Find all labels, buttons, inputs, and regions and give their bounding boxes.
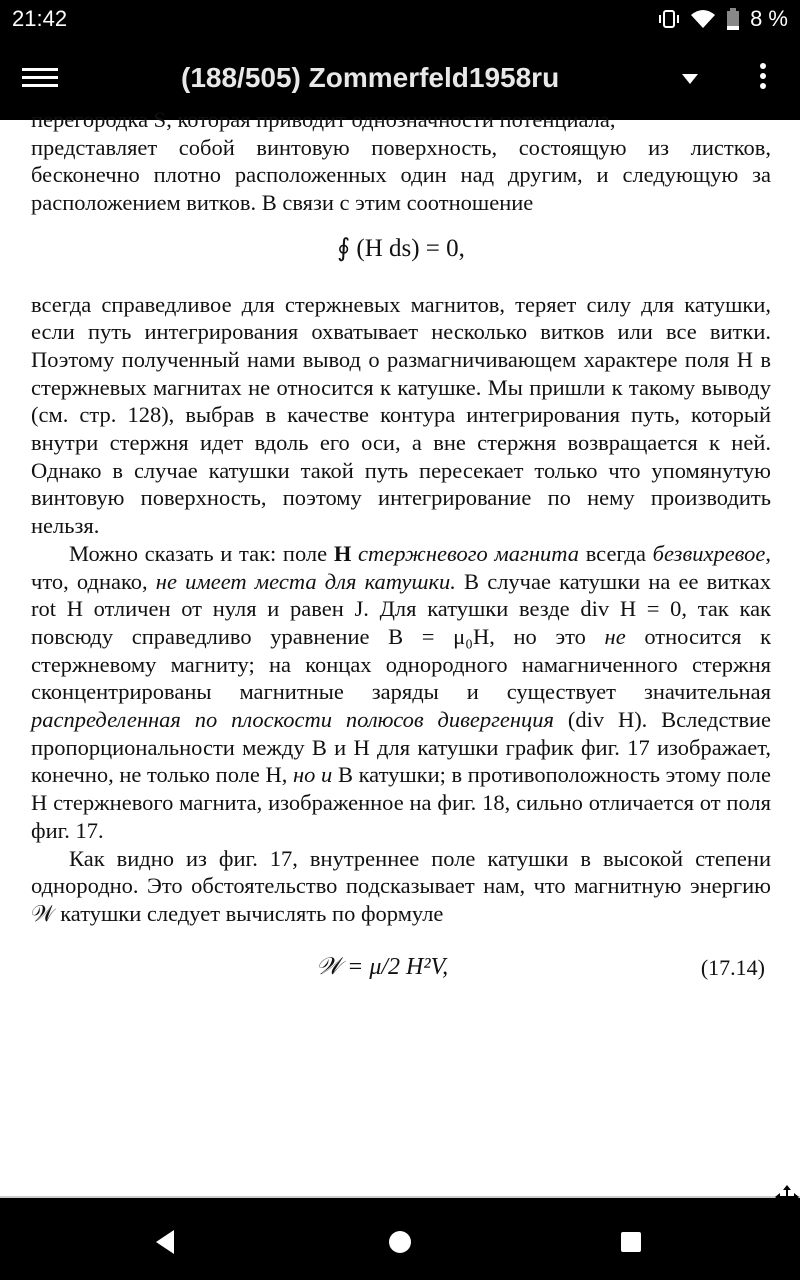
p3-italic: не xyxy=(604,623,626,649)
document-title[interactable]: (188/505) Zommerfeld1958ru xyxy=(181,62,560,93)
wifi-icon xyxy=(690,9,716,29)
back-icon[interactable] xyxy=(152,1228,178,1256)
home-icon[interactable] xyxy=(388,1230,412,1254)
status-bar xyxy=(0,0,800,38)
p3-text: , что, однако, xyxy=(31,540,772,594)
paragraph-1: представляет собой винтовую поверхность, состоящую из листков, бесконечно плотно расположенных один над другим, и следующую за расположением витков. В связи с этим соотношение xyxy=(31,134,771,216)
system-nav-bar xyxy=(0,1208,800,1280)
p3-bold-h: H xyxy=(333,540,352,566)
text-line-cut: перегородка S, которая приводит однозначности потенциала, xyxy=(31,107,616,132)
page-bottom-divider xyxy=(0,1196,800,1198)
p3-italic: но и xyxy=(293,762,333,788)
formula-energy-expression: 𝒲 = μ/2 H²V, xyxy=(316,953,449,980)
menu-icon[interactable] xyxy=(22,63,58,95)
p3-text: Можно сказать и так: поле xyxy=(69,540,334,566)
vibrate-icon xyxy=(658,9,680,29)
move-icon[interactable] xyxy=(774,1184,800,1210)
p3-text: относится к стержневому магниту; на концах однородного намагниченного стержня сконцентрированы магнитные заряды и существует значительная xyxy=(31,623,771,705)
formula-number: (17.14) xyxy=(700,954,765,980)
status-icons xyxy=(658,6,788,32)
battery-icon xyxy=(726,8,740,30)
battery-level: 8 % xyxy=(750,6,788,31)
dropdown-arrow-icon[interactable] xyxy=(680,72,700,86)
document-text xyxy=(31,106,771,1008)
p3-text: (div H). Вследствие пропорциональности между B и H для катушки график фиг. 17 изображает, конечно, не только поле H, xyxy=(31,707,771,788)
document-page[interactable] xyxy=(0,107,800,1198)
formula-energy xyxy=(31,944,771,1008)
p3-italic: распределенная по плоскости полюсов дивергенция xyxy=(31,707,555,733)
p3-italic: не имеет места для катушки. xyxy=(155,568,456,594)
paragraph-3 xyxy=(31,540,771,845)
paragraph-2: всегда справедливое для стержневых магнитов, теряет силу для катушки, если путь интегрирования охватывает несколько витков или все витки. Поэтому полученный нами вывод о размагничивающем характере поля H в стержневых магнитах не относится к катушке. Мы пришли к такому выводу (см. стр. 128), выбрав в качестве контура интегрирования путь, который внутри стержня идет вдоль его оси, а вне стержня возвращается к ней. Однако в случае катушки такой путь пересекает только что упомянутую винтовую поверхность, поэтому интегрирование по нему производить нельзя. xyxy=(31,291,771,539)
p3-text: B катушки; в противоположность этому поле H стержневого магнита, изображенное на фиг. 18, сильно отличается от поля фиг. 17. xyxy=(31,762,771,843)
paragraph-4: Как видно из фиг. 17, внутреннее поле катушки в высокой степени однородно. Это обстоятельство подсказывает нам, что магнитную энергию 𝒲 катушки следует вычислять по формуле xyxy=(31,845,771,926)
p3-text: всегда xyxy=(579,540,653,566)
p3-text: В случае катушки на ее витках rot H отличен от нуля и равен J. Для катушки везде div H = 0, так как повсюду справедливо уравнение B = μ₀H, но это xyxy=(31,568,772,649)
p3-italic: стержневого магнита xyxy=(351,540,580,566)
status-time: 21:42 xyxy=(12,6,68,31)
formula-circulation: ∮ (H ds) = 0, xyxy=(337,234,465,262)
more-options-icon[interactable] xyxy=(756,60,770,100)
recents-icon[interactable] xyxy=(620,1231,642,1253)
p3-italic: безвихревое xyxy=(652,540,766,566)
